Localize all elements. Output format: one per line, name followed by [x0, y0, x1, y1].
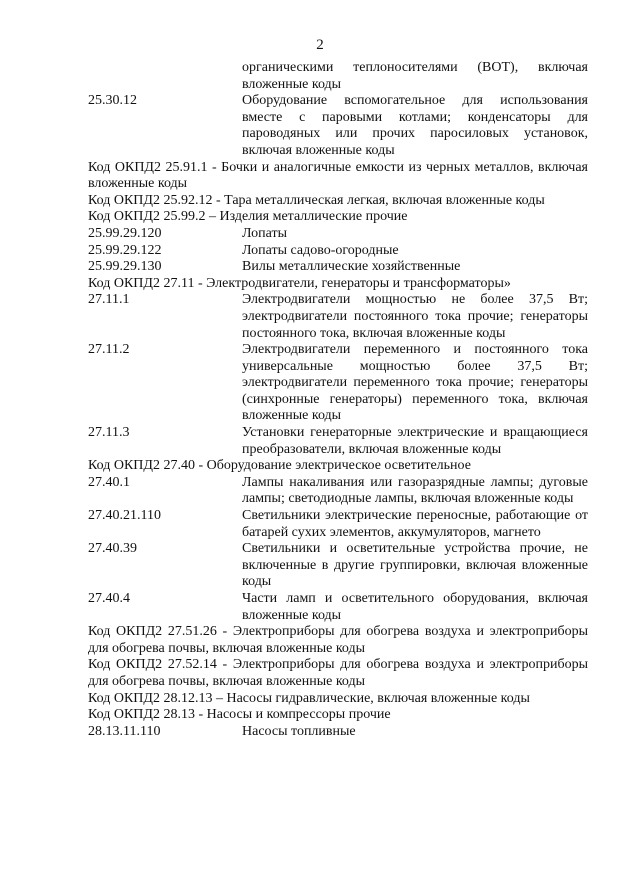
description-cell: Светильники и осветительные устройства прочие, не включенные в другие группировки, включая вложенные коды	[242, 541, 588, 590]
code-row	[88, 508, 588, 541]
okpd-heading: Код ОКПД2 27.51.26 - Электроприборы для обогрева воздуха и электроприборы для обогрева почвы, включая вложенные коды	[88, 624, 588, 656]
okpd-heading: Код ОКПД2 28.13 - Насосы и компрессоры прочие	[88, 707, 391, 723]
page-number: 2	[316, 37, 324, 53]
description-cell: Насосы топливные	[242, 723, 356, 739]
code-cell: 25.99.29.130	[88, 259, 162, 275]
okpd-heading: Код ОКПД2 25.91.1 - Бочки и аналогичные емкости из черных металлов, включая вложенные коды	[88, 159, 588, 192]
description-cell: Лопаты садово-огородные	[242, 242, 399, 258]
description-cell: Вилы металлические хозяйственные	[242, 259, 461, 275]
code-row	[88, 226, 588, 243]
code-cell: 27.40.4	[88, 591, 130, 606]
code-cell: 27.11.2	[88, 342, 130, 358]
code-row	[88, 243, 588, 260]
description-cell: Оборудование вспомогательное для использования вместе с паровыми котлами; конденсаторы для пароводяных или прочих паросиловых установок, включая вложенные коды	[242, 93, 588, 158]
description-cell: Светильники электрические переносные, работающие от батарей сухих элементов, аккумуляторов, магнето	[242, 508, 588, 540]
code-row	[88, 475, 588, 508]
description-cell: Лопаты	[242, 225, 288, 241]
continuation-text: органическими теплоносителями (ВОТ), включая вложенные коды	[242, 60, 588, 92]
okpd-heading: Код ОКПД2 27.11 - Электродвигатели, генераторы и трансформаторы»	[88, 275, 511, 291]
code-row	[88, 259, 588, 276]
code-cell: 27.11.1	[88, 292, 130, 308]
code-cell: 25.30.12	[88, 93, 137, 109]
code-cell: 27.40.39	[88, 541, 137, 557]
continuation-row	[88, 60, 588, 93]
code-row	[88, 342, 588, 425]
code-cell: 28.13.11.110	[88, 723, 161, 739]
description-cell: Электродвигатели мощностью не более 37,5 Вт; электродвигатели постоянного тока прочие; генераторы постоянного тока, включая вложенные коды	[242, 292, 588, 341]
code-cell: 25.99.29.122	[88, 242, 162, 258]
code-row	[88, 93, 588, 159]
code-row	[88, 591, 588, 624]
okpd-heading: Код ОКПД2 28.12.13 – Насосы гидравлические, включая вложенные коды	[88, 690, 530, 706]
code-row	[88, 541, 588, 591]
okpd-heading: Код ОКПД2 25.92.12 - Тара металлическая легкая, включая вложенные коды	[88, 192, 545, 208]
okpd-heading: Код ОКПД2 27.40 - Оборудование электрическое осветительное	[88, 458, 471, 474]
okpd-heading: Код ОКПД2 25.99.2 – Изделия металлические прочие	[88, 209, 408, 225]
code-row	[88, 724, 588, 741]
code-cell: 27.40.1	[88, 474, 130, 490]
okpd-heading: Код ОКПД2 27.52.14 - Электроприборы для обогрева воздуха и электроприборы для обогрева почвы, включая вложенные коды	[88, 657, 588, 689]
code-row	[88, 425, 588, 458]
code-cell: 27.40.21.110	[88, 508, 161, 524]
description-cell: Части ламп и осветительного оборудования, включая вложенные коды	[242, 591, 588, 623]
code-row	[88, 292, 588, 342]
description-cell: Установки генераторные электрические и вращающиеся преобразователи, включая вложенные коды	[242, 425, 588, 457]
document-body	[88, 60, 588, 740]
code-cell: 27.11.3	[88, 425, 130, 441]
description-cell: Электродвигатели переменного и постоянного тока универсальные мощностью более 37,5 Вт; электродвигатели переменного тока прочие; генераторы (синхронные генераторы) переменного тока, включая вложенные коды	[242, 342, 588, 424]
description-cell: Лампы накаливания или газоразрядные лампы; дуговые лампы; светодиодные лампы, включая вложенные коды	[242, 474, 588, 507]
code-cell: 25.99.29.120	[88, 225, 162, 241]
